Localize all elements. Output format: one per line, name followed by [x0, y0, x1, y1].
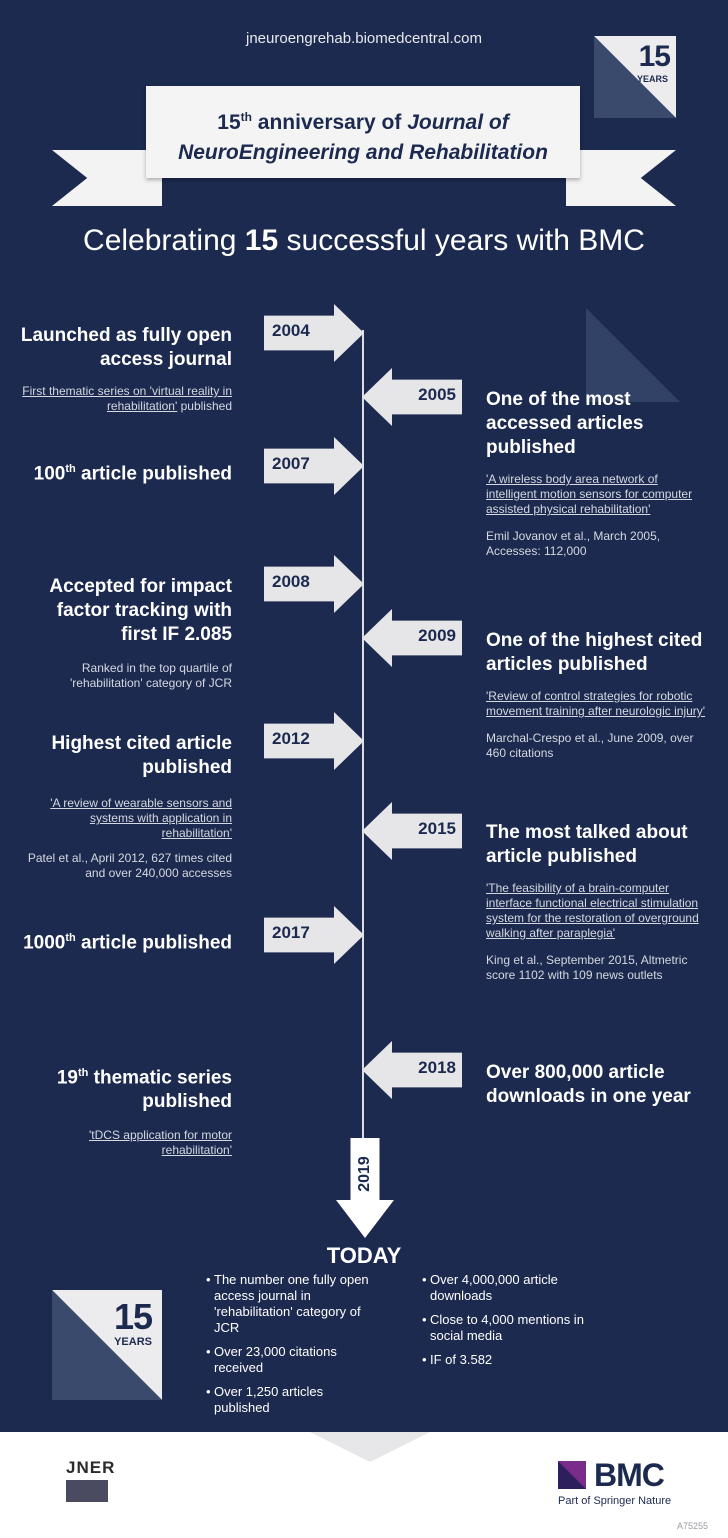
article-link[interactable]: 'A review of wearable sensors and systems with application in rehabilitation' [50, 796, 232, 840]
article-link[interactable]: 'A wireless body area network of intelligent motion sensors for computer assisted physical rehabilitation' [486, 472, 693, 516]
bmc-logo[interactable]: BMC Part of Springer Nature [558, 1457, 672, 1507]
event-title: 19th thematic series published [56, 1067, 232, 1113]
article-link[interactable]: 'tDCS application for motor rehabilitation' [88, 1128, 232, 1158]
badge-label: YEARS [114, 1336, 152, 1348]
year-marker-2019: 2019 [336, 1138, 394, 1238]
list-item: • The number one fully open access journal in 'rehabilitation' category of JCR [206, 1272, 378, 1336]
product-code: A75255 [676, 1521, 708, 1531]
anniversary-badge-top [594, 36, 676, 118]
list-item: • Close to 4,000 mentions in social media [422, 1312, 602, 1344]
anniversary-badge-bottom [52, 1290, 162, 1400]
event-note: Ranked in the top quartile of 'rehabilitation' category of JCR [70, 661, 232, 690]
event-title: One of the highest cited articles published [486, 630, 703, 675]
event-title: One of the most accessed articles published [486, 389, 644, 458]
list-item: • Over 1,250 articles published [206, 1384, 378, 1416]
event-note: Patel et al., April 2012, 627 times cited and over 240,000 accesses [27, 851, 232, 880]
year-marker-2017: 2017 [264, 906, 364, 964]
event-note: Emil Jovanov et al., March 2005, Accesses: 112,000 [486, 529, 661, 558]
event-2007 [20, 457, 232, 486]
list-item: • Over 4,000,000 article downloads [422, 1272, 602, 1304]
year-marker-2005: 2005 [362, 368, 462, 426]
event-note: King et al., September 2015, Altmetric score 1102 with 109 news outlets [486, 953, 688, 982]
article-link[interactable]: 'The feasibility of a brain-computer interface functional electrical stimulation system for the restoration of overground walking after paraplegia' [486, 881, 699, 940]
event-title: 100th article published [33, 463, 232, 485]
journal-url[interactable]: jneuroengrehab.biomedcentral.com [246, 30, 482, 47]
year-marker-2012: 2012 [264, 712, 364, 770]
event-2009 [486, 629, 710, 761]
year-marker-2008: 2008 [264, 555, 364, 613]
list-item: • Over 23,000 citations received [206, 1344, 378, 1376]
event-2005 [486, 388, 710, 559]
year-marker-2018: 2018 [362, 1041, 462, 1099]
year-marker-2015: 2015 [362, 802, 462, 860]
event-title: Over 800,000 article downloads in one year [486, 1062, 691, 1107]
anniversary-banner [146, 86, 580, 178]
event-title: Accepted for impact factor tracking with first IF 2.085 [49, 576, 232, 645]
banner-line-1: 15th anniversary of Journal of [217, 110, 509, 134]
event-title: The most talked about article published [486, 822, 688, 867]
badge-number: 15 [638, 40, 670, 73]
banner-line-2: NeuroEngineering and Rehabilitation [178, 141, 548, 164]
event-title: 1000th article published [23, 932, 232, 954]
bmc-logo-icon [558, 1461, 586, 1489]
event-2018 [486, 1061, 710, 1109]
event-2017 [20, 926, 232, 955]
jner-logo[interactable]: JNER [66, 1458, 108, 1502]
bmc-tagline: Part of Springer Nature [558, 1495, 672, 1507]
event-2012 [20, 732, 232, 881]
event-title: Highest cited article published [51, 733, 232, 778]
event-2018-series [20, 1061, 232, 1158]
article-link[interactable]: First thematic series on 'virtual reality in rehabilitation' [22, 384, 232, 413]
ribbon-tail-right [566, 150, 676, 206]
badge-label: YEARS [636, 74, 668, 84]
event-note: Marchal-Crespo et al., June 2009, over 460 citations [486, 731, 694, 760]
today-heading: TODAY [326, 1243, 402, 1268]
today-list-left [206, 1272, 378, 1424]
event-2004 [20, 324, 232, 414]
celebrate-heading: Celebrating 15 successful years with BMC [83, 224, 645, 257]
event-note: First thematic series on 'virtual reality in rehabilitation' published [22, 384, 232, 413]
list-item: • IF of 3.582 [422, 1352, 602, 1368]
event-2015 [486, 821, 710, 983]
year-marker-2007: 2007 [264, 437, 364, 495]
year-marker-2009: 2009 [362, 609, 462, 667]
year-marker-2004: 2004 [264, 304, 364, 362]
event-2008 [20, 575, 232, 691]
article-link[interactable]: 'Review of control strategies for robotic movement training after neurologic injury' [486, 689, 706, 718]
event-title: Launched as fully open access journal [20, 325, 232, 370]
badge-number: 15 [113, 1296, 152, 1337]
today-list-right [422, 1272, 602, 1376]
